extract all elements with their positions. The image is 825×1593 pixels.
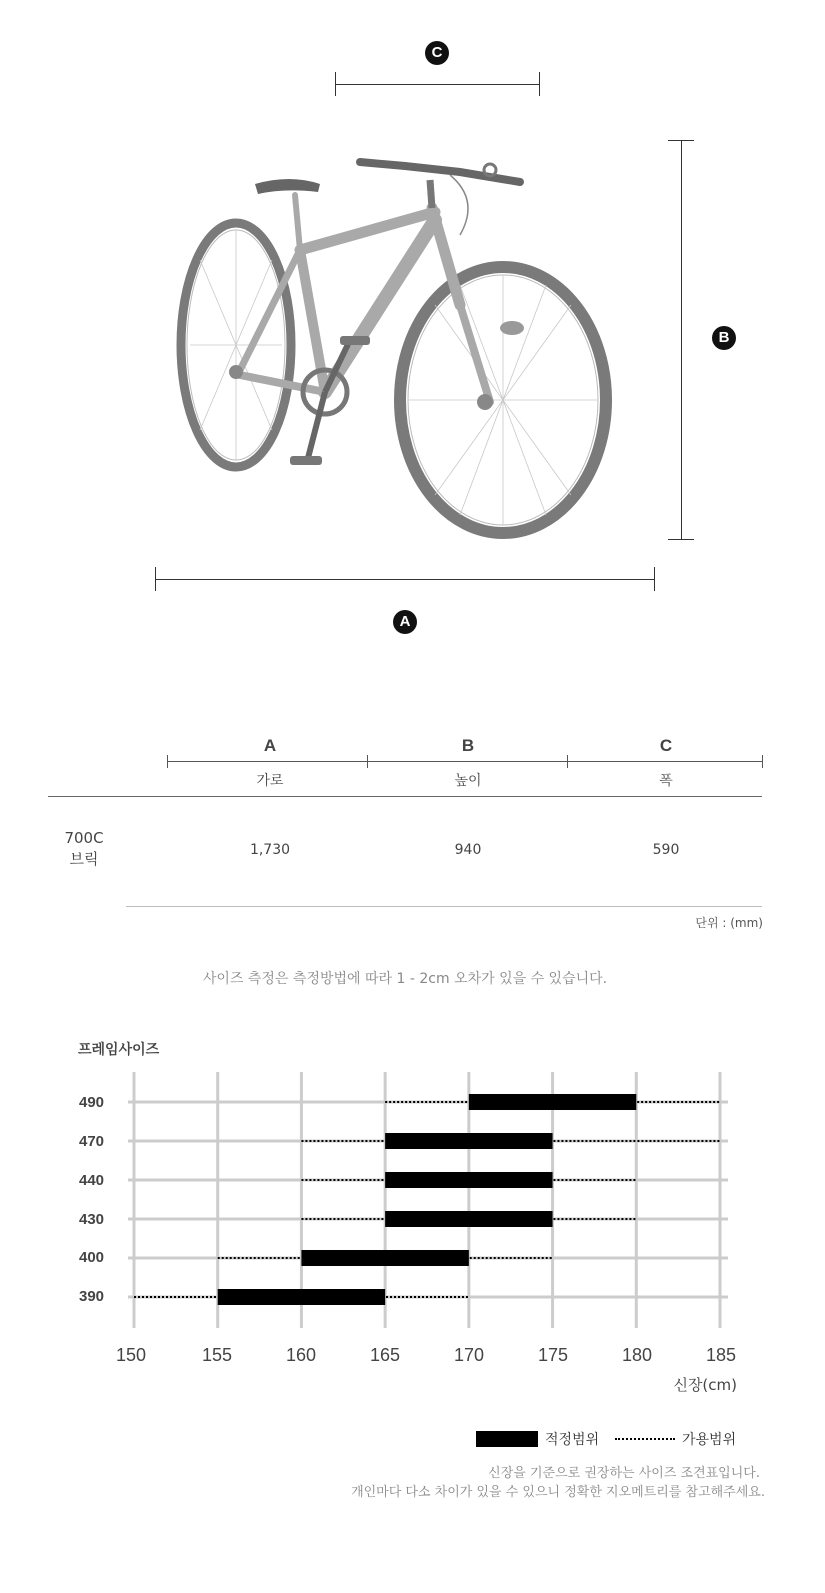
header-divider bbox=[48, 796, 762, 797]
optimal-bar-490 bbox=[469, 1094, 636, 1110]
optimal-bar-470 bbox=[385, 1133, 552, 1149]
column-b-letter: B bbox=[461, 736, 475, 755]
column-a-letter: A bbox=[263, 736, 277, 755]
dimension-c-badge: C bbox=[425, 41, 449, 65]
x-tick-150: 150 bbox=[115, 1345, 147, 1365]
legend-optimal-label: 적정범위 bbox=[545, 1432, 600, 1448]
row-label-model: 700C bbox=[64, 829, 104, 847]
legend-optimal-swatch bbox=[476, 1431, 538, 1447]
row-label-type: 브릭 bbox=[69, 850, 99, 868]
y-label-490: 490 bbox=[79, 1094, 105, 1111]
x-tick-180: 180 bbox=[621, 1345, 653, 1365]
unit-label: 단위 : (mm) bbox=[695, 916, 763, 930]
footer-divider bbox=[126, 906, 762, 907]
x-tick-155: 155 bbox=[201, 1345, 233, 1365]
footnote-line-1: 신장을 기준으로 권장하는 사이즈 조견표입니다. bbox=[488, 1466, 760, 1481]
x-axis-label: 신장(cm) bbox=[673, 1376, 737, 1394]
x-tick-160: 160 bbox=[285, 1345, 317, 1365]
y-label-400: 400 bbox=[79, 1249, 105, 1266]
column-a-name: 가로 bbox=[256, 773, 284, 789]
column-b-name: 높이 bbox=[454, 773, 482, 789]
x-tick-175: 175 bbox=[537, 1345, 569, 1365]
optimal-bar-440 bbox=[385, 1172, 552, 1188]
optimal-bar-390 bbox=[218, 1289, 385, 1305]
y-label-440: 440 bbox=[79, 1172, 105, 1189]
legend-usable-swatch bbox=[615, 1438, 675, 1440]
row-label bbox=[50, 828, 118, 870]
cell-width: 1,730 bbox=[249, 842, 291, 858]
x-tick-170: 170 bbox=[453, 1345, 485, 1365]
measure-note: 사이즈 측정은 측정방법에 따라 1 - 2cm 오차가 있을 수 있습니다. bbox=[202, 971, 608, 987]
column-c-letter: C bbox=[659, 736, 673, 755]
y-label-390: 390 bbox=[79, 1288, 105, 1305]
x-tick-165: 165 bbox=[369, 1345, 401, 1365]
cell-depth: 590 bbox=[652, 842, 680, 858]
legend bbox=[476, 1428, 776, 1450]
dimension-a-badge: A bbox=[393, 610, 417, 634]
y-label-430: 430 bbox=[79, 1211, 105, 1228]
chart-title: 프레임사이즈 bbox=[78, 1042, 160, 1058]
footnote-line-2: 개인마다 다소 차이가 있을 수 있으니 정확한 지오메트리를 참고해주세요. bbox=[351, 1485, 765, 1500]
cell-height: 940 bbox=[454, 842, 482, 858]
legend-usable-label: 가용범위 bbox=[682, 1432, 737, 1448]
y-label-470: 470 bbox=[79, 1133, 105, 1150]
dimension-b-badge: B bbox=[712, 326, 736, 350]
x-tick-185: 185 bbox=[705, 1345, 737, 1365]
frame-size-chart bbox=[0, 1060, 825, 1340]
optimal-bar-400 bbox=[301, 1250, 468, 1266]
optimal-bar-430 bbox=[385, 1211, 552, 1227]
bicycle-image bbox=[160, 140, 640, 550]
column-c-name: 폭 bbox=[659, 773, 673, 789]
